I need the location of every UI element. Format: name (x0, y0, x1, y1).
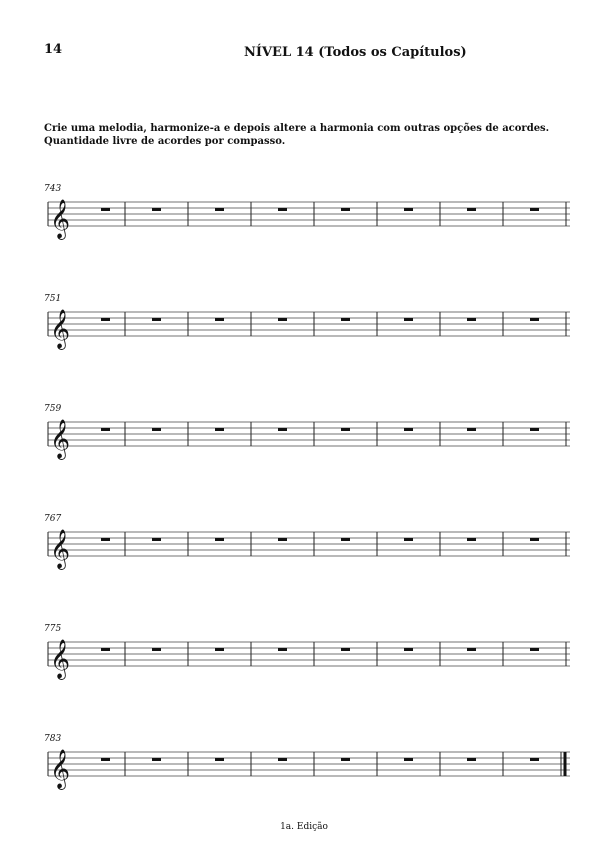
whole-rest-icon (101, 428, 110, 431)
whole-rest-icon (101, 538, 110, 541)
whole-rest-icon (404, 538, 413, 541)
whole-rest-icon (278, 428, 287, 431)
measure-number: 775 (44, 624, 62, 634)
measure-number: 751 (44, 294, 62, 304)
measure-number: 759 (44, 404, 62, 414)
page-title: NÍVEL 14 (Todos os Capítulos) (244, 45, 467, 60)
whole-rest-icon (467, 538, 476, 541)
whole-rest-icon (152, 208, 161, 211)
whole-rest-icon (101, 318, 110, 321)
treble-clef-icon: 𝄞 (50, 639, 71, 679)
staff-system (40, 514, 572, 570)
whole-rest-icon (530, 538, 539, 541)
final-barline (564, 752, 567, 776)
whole-rest-icon (278, 758, 287, 761)
measure-number: 767 (44, 514, 62, 524)
whole-rest-icon (530, 428, 539, 431)
staff (40, 514, 572, 570)
whole-rest-icon (467, 428, 476, 431)
whole-rest-icon (404, 428, 413, 431)
whole-rest-icon (215, 648, 224, 651)
staff-system (40, 404, 572, 460)
whole-rest-icon (152, 538, 161, 541)
treble-clef-icon: 𝄞 (50, 749, 71, 789)
staff (40, 734, 572, 790)
whole-rest-icon (152, 648, 161, 651)
whole-rest-icon (530, 648, 539, 651)
whole-rest-icon (467, 318, 476, 321)
staff-system (40, 184, 572, 240)
whole-rest-icon (215, 318, 224, 321)
treble-clef-icon: 𝄞 (50, 199, 71, 239)
whole-rest-icon (404, 208, 413, 211)
instruction-line: Crie uma melodia, harmonize-a e depois altere a harmonia com outras opções de acordes. (44, 123, 550, 134)
whole-rest-icon (341, 318, 350, 321)
whole-rest-icon (404, 318, 413, 321)
footer-edition: 1a. Edição (280, 822, 328, 832)
staff (40, 294, 572, 350)
whole-rest-icon (215, 758, 224, 761)
staff-system (40, 624, 572, 680)
whole-rest-icon (530, 208, 539, 211)
whole-rest-icon (101, 208, 110, 211)
whole-rest-icon (530, 758, 539, 761)
whole-rest-icon (278, 538, 287, 541)
whole-rest-icon (341, 428, 350, 431)
whole-rest-icon (215, 428, 224, 431)
whole-rest-icon (215, 208, 224, 211)
treble-clef-icon: 𝄞 (50, 309, 71, 349)
treble-clef-icon: 𝄞 (50, 529, 71, 569)
whole-rest-icon (341, 538, 350, 541)
whole-rest-icon (341, 208, 350, 211)
whole-rest-icon (152, 758, 161, 761)
whole-rest-icon (467, 208, 476, 211)
staff (40, 404, 572, 460)
whole-rest-icon (467, 648, 476, 651)
whole-rest-icon (278, 648, 287, 651)
whole-rest-icon (152, 428, 161, 431)
measure-number: 783 (44, 734, 62, 744)
whole-rest-icon (278, 208, 287, 211)
whole-rest-icon (341, 648, 350, 651)
whole-rest-icon (530, 318, 539, 321)
staff (40, 184, 572, 240)
whole-rest-icon (101, 758, 110, 761)
whole-rest-icon (215, 538, 224, 541)
whole-rest-icon (467, 758, 476, 761)
whole-rest-icon (101, 648, 110, 651)
instructions (44, 122, 549, 148)
whole-rest-icon (152, 318, 161, 321)
whole-rest-icon (404, 758, 413, 761)
whole-rest-icon (404, 648, 413, 651)
measure-number: 743 (44, 184, 62, 194)
treble-clef-icon: 𝄞 (50, 419, 71, 459)
page-number: 14 (44, 42, 63, 57)
staff-system (40, 734, 572, 790)
staff (40, 624, 572, 680)
instruction-line: Quantidade livre de acordes por compasso. (44, 136, 286, 147)
staff-system (40, 294, 572, 350)
whole-rest-icon (341, 758, 350, 761)
whole-rest-icon (278, 318, 287, 321)
